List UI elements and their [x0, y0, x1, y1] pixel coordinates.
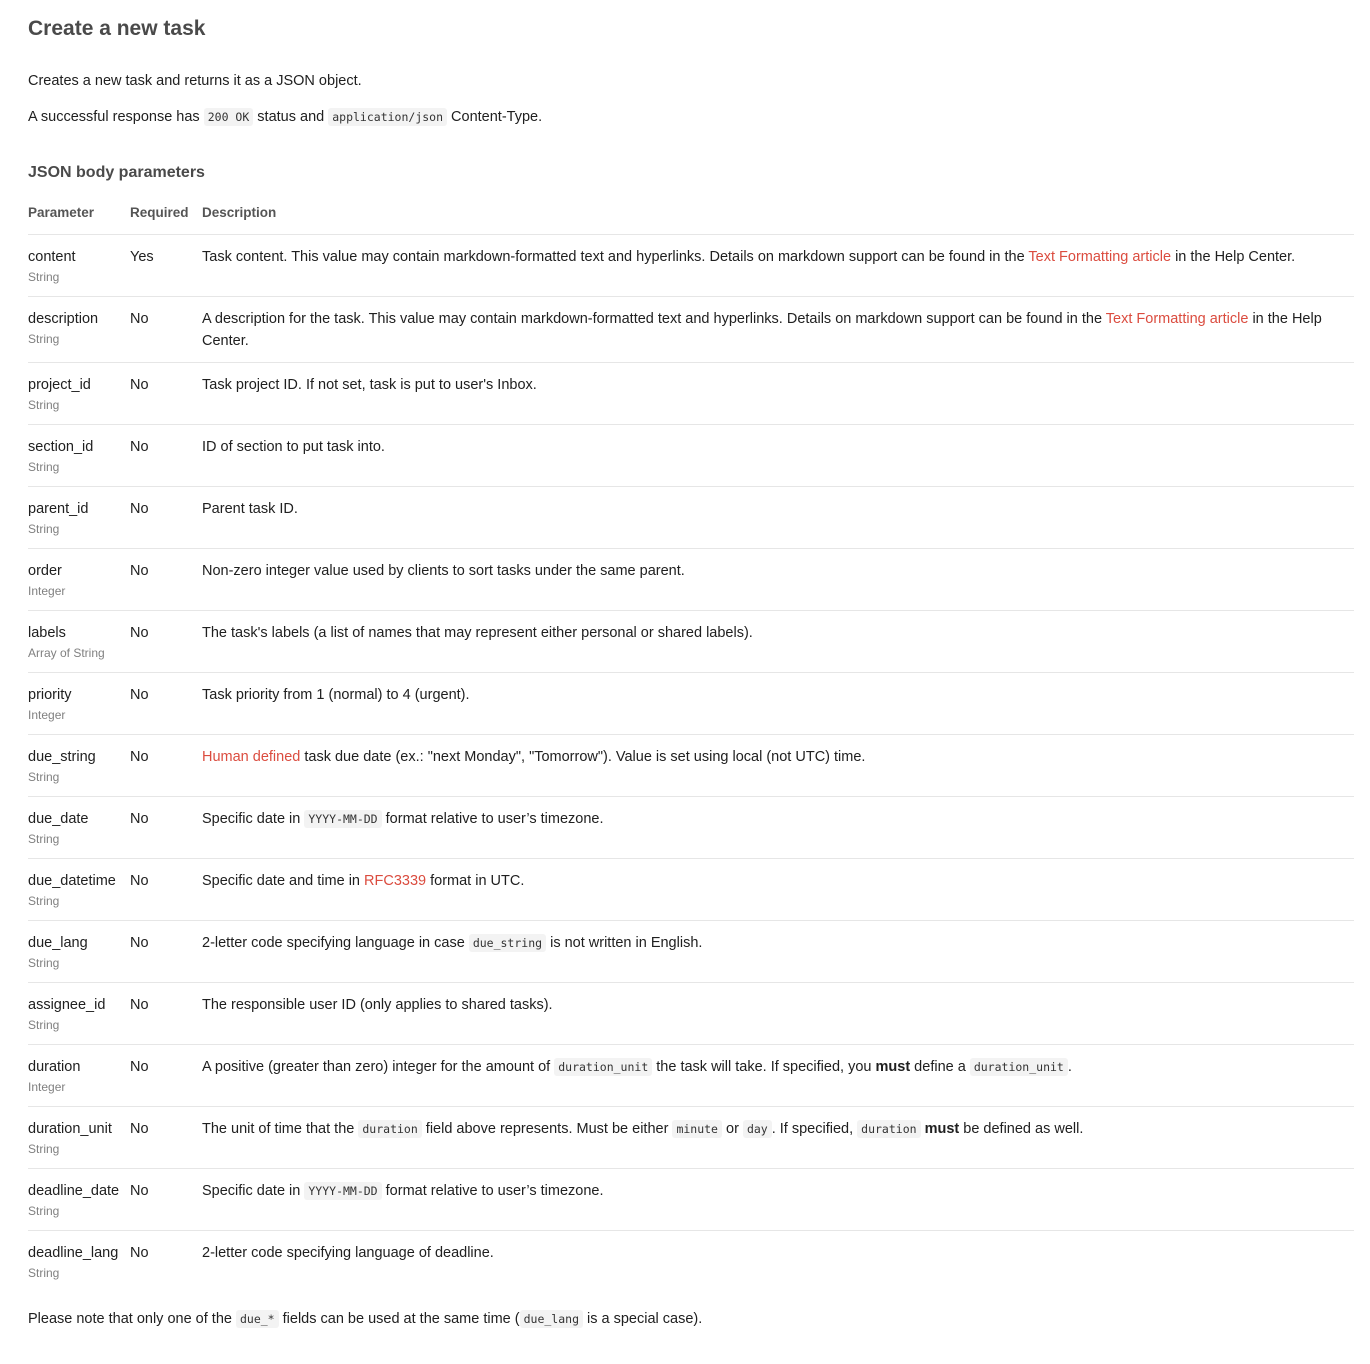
param-name: content — [28, 249, 76, 265]
param-description — [202, 1169, 1354, 1231]
table-row — [28, 921, 1354, 983]
param-name: parent_id — [28, 501, 89, 517]
param-description — [202, 363, 1354, 425]
param-type: String — [28, 832, 60, 846]
description-text: A positive (greater than zero) integer for the amount of — [202, 1059, 555, 1075]
param-type: String — [28, 332, 60, 346]
page-title: Create a new task — [28, 17, 206, 40]
param-cell — [28, 363, 130, 425]
intro-response — [28, 106, 1354, 128]
param-description — [202, 1045, 1354, 1107]
table-row — [28, 1107, 1354, 1169]
param-type: String — [28, 270, 60, 284]
param-type: String — [28, 522, 60, 536]
param-required: No — [130, 1045, 202, 1107]
param-description — [202, 611, 1354, 673]
section-title: JSON body parameters — [28, 164, 205, 181]
inline-code: duration — [358, 1120, 421, 1138]
table-row — [28, 673, 1354, 735]
description-text: Task project ID. If not set, task is put to user's Inbox. — [202, 377, 537, 393]
param-type: Array of String — [28, 646, 105, 660]
description-text: format in UTC. — [426, 873, 525, 889]
emphasis-text: must — [924, 1121, 960, 1137]
param-name: description — [28, 311, 99, 327]
param-required: No — [130, 921, 202, 983]
param-cell — [28, 297, 130, 363]
param-type: String — [28, 894, 60, 908]
param-name: deadline_date — [28, 1183, 120, 1199]
footnote-code-due-lang: due_lang — [520, 1310, 583, 1328]
inline-code: minute — [672, 1120, 722, 1138]
table-row — [28, 735, 1354, 797]
param-cell — [28, 673, 130, 735]
inline-code: due_string — [469, 934, 546, 952]
footnote-middle: fields can be used at the same time ( — [278, 1311, 520, 1327]
param-name: duration_unit — [28, 1121, 112, 1137]
description-text: format relative to user’s timezone. — [381, 1183, 604, 1199]
description-text: The responsible user ID (only applies to shared tasks). — [202, 997, 553, 1013]
table-row — [28, 797, 1354, 859]
param-description — [202, 797, 1354, 859]
description-text: Specific date in — [202, 811, 305, 827]
param-type: String — [28, 1266, 60, 1280]
doc-link[interactable]: Human defined — [202, 749, 301, 765]
param-description — [202, 921, 1354, 983]
description-text: A description for the task. This value may contain markdown-formatted text and hyperlinks. Details on markdown support can be found in the — [202, 311, 1106, 327]
table-row — [28, 1231, 1354, 1293]
doc-link[interactable]: Text Formatting article — [1105, 311, 1249, 327]
param-cell — [28, 235, 130, 297]
param-description — [202, 859, 1354, 921]
param-type: String — [28, 956, 60, 970]
param-cell — [28, 549, 130, 611]
description-text: ID of section to put task into. — [202, 439, 385, 455]
table-header-row — [28, 204, 1354, 235]
description-text: the task will take. If specified, you — [652, 1059, 876, 1075]
description-text: in the Help Center. — [202, 311, 1322, 349]
footnote — [28, 1308, 1354, 1330]
intro-response-prefix: A successful response has — [28, 109, 204, 125]
param-cell — [28, 611, 130, 673]
param-required: No — [130, 363, 202, 425]
param-cell — [28, 859, 130, 921]
intro-response-suffix: Content-Type. — [447, 109, 543, 125]
param-required: No — [130, 487, 202, 549]
param-name: order — [28, 563, 62, 579]
inline-code: YYYY-MM-DD — [304, 810, 381, 828]
param-name: section_id — [28, 439, 94, 455]
param-required: No — [130, 1169, 202, 1231]
param-name: due_datetime — [28, 873, 116, 889]
inline-code: day — [743, 1120, 772, 1138]
description-text: is not written in English. — [546, 935, 703, 951]
param-cell — [28, 735, 130, 797]
param-type: String — [28, 770, 60, 784]
param-description — [202, 983, 1354, 1045]
param-description — [202, 235, 1354, 297]
param-required: No — [130, 1245, 149, 1261]
table-row — [28, 859, 1354, 921]
param-cell — [28, 1169, 130, 1231]
param-cell — [28, 983, 130, 1045]
header-parameter: Parameter — [28, 204, 130, 235]
intro-response-middle: status and — [253, 109, 329, 125]
doc-link[interactable]: Text Formatting article — [1028, 249, 1172, 265]
doc-link[interactable]: RFC3339 — [364, 873, 427, 889]
description-text: The task's labels (a list of names that may represent either personal or shared labels). — [202, 625, 753, 641]
param-type: String — [28, 1018, 60, 1032]
description-text: task due date (ex.: "next Monday", "Tomorrow"). Value is set using local (not UTC) time. — [300, 749, 866, 765]
table-row — [28, 487, 1354, 549]
param-name: duration — [28, 1059, 81, 1075]
description-text: The unit of time that the — [202, 1121, 359, 1137]
param-description — [202, 297, 1354, 363]
param-required: Yes — [130, 235, 202, 297]
parameters-table-body — [28, 235, 1354, 1293]
param-cell — [28, 1045, 130, 1107]
param-name: priority — [28, 687, 72, 703]
param-cell — [28, 1231, 130, 1293]
header-description: Description — [202, 204, 1354, 235]
param-required: No — [130, 983, 202, 1045]
description-text: 2-letter code specifying language of deadline. — [202, 1245, 494, 1261]
table-row — [28, 1045, 1354, 1107]
param-name: due_date — [28, 811, 89, 827]
param-description — [202, 735, 1354, 797]
param-type: String — [28, 398, 60, 412]
param-cell — [28, 797, 130, 859]
description-text: Parent task ID. — [202, 501, 298, 517]
description-text: in the Help Center. — [1171, 249, 1296, 265]
table-row — [28, 549, 1354, 611]
param-type: Integer — [28, 584, 66, 598]
table-row — [28, 983, 1354, 1045]
description-text: . — [1067, 1059, 1072, 1075]
param-cell — [28, 425, 130, 487]
status-code: 200 OK — [204, 108, 254, 126]
param-description — [202, 425, 1354, 487]
inline-code: duration — [857, 1120, 920, 1138]
description-text: format relative to user’s timezone. — [381, 811, 604, 827]
param-required: No — [130, 859, 202, 921]
description-text: be defined as well. — [959, 1121, 1084, 1137]
table-row — [28, 363, 1354, 425]
description-text: . If specified, — [771, 1121, 858, 1137]
param-description — [202, 549, 1354, 611]
param-cell — [28, 1107, 130, 1169]
param-name: deadline_lang — [28, 1245, 119, 1261]
param-description — [202, 673, 1354, 735]
param-description — [202, 487, 1354, 549]
description-text: Task priority from 1 (normal) to 4 (urgent). — [202, 687, 470, 703]
param-type: Integer — [28, 1080, 66, 1094]
inline-code: duration_unit — [970, 1058, 1068, 1076]
inline-code: duration_unit — [554, 1058, 652, 1076]
param-required: No — [130, 673, 202, 735]
footnote-code-due: due_* — [236, 1310, 279, 1328]
intro-description: Creates a new task and returns it as a JSON object. — [28, 73, 362, 89]
table-row — [28, 611, 1354, 673]
param-name: project_id — [28, 377, 91, 393]
description-text: Non-zero integer value used by clients to sort tasks under the same parent. — [202, 563, 685, 579]
footnote-prefix: Please note that only one of the — [28, 1311, 236, 1327]
header-required: Required — [130, 204, 202, 235]
param-required: No — [130, 297, 202, 363]
param-type: String — [28, 460, 60, 474]
param-required: No — [130, 797, 202, 859]
param-required: No — [130, 1107, 202, 1169]
description-text: define a — [910, 1059, 970, 1075]
param-name: labels — [28, 625, 66, 641]
param-description — [202, 1107, 1354, 1169]
description-text: Task content. This value may contain markdown-formatted text and hyperlinks. Details on markdown support can be found in the — [202, 249, 1029, 265]
table-row — [28, 425, 1354, 487]
param-required: No — [130, 611, 202, 673]
param-type: Integer — [28, 708, 66, 722]
emphasis-text: must — [875, 1059, 911, 1075]
footnote-suffix: is a special case). — [583, 1311, 703, 1327]
table-row — [28, 235, 1354, 297]
parameters-table — [28, 204, 1354, 1292]
param-required: No — [130, 549, 202, 611]
param-type: String — [28, 1142, 60, 1156]
param-name: due_string — [28, 749, 96, 765]
table-row — [28, 297, 1354, 363]
description-text: or — [721, 1121, 743, 1137]
param-cell — [28, 921, 130, 983]
param-cell — [28, 487, 130, 549]
inline-code: YYYY-MM-DD — [304, 1182, 381, 1200]
description-text: Specific date and time in — [202, 873, 365, 889]
param-type: String — [28, 1204, 60, 1218]
param-required: No — [130, 425, 202, 487]
description-text: Specific date in — [202, 1183, 305, 1199]
param-description — [202, 1231, 1354, 1293]
content-type-code: application/json — [328, 108, 447, 126]
param-name: due_lang — [28, 935, 88, 951]
description-text: field above represents. Must be either — [421, 1121, 673, 1137]
description-text: 2-letter code specifying language in case — [202, 935, 469, 951]
param-name: assignee_id — [28, 997, 106, 1013]
param-required: No — [130, 735, 202, 797]
table-row — [28, 1169, 1354, 1231]
